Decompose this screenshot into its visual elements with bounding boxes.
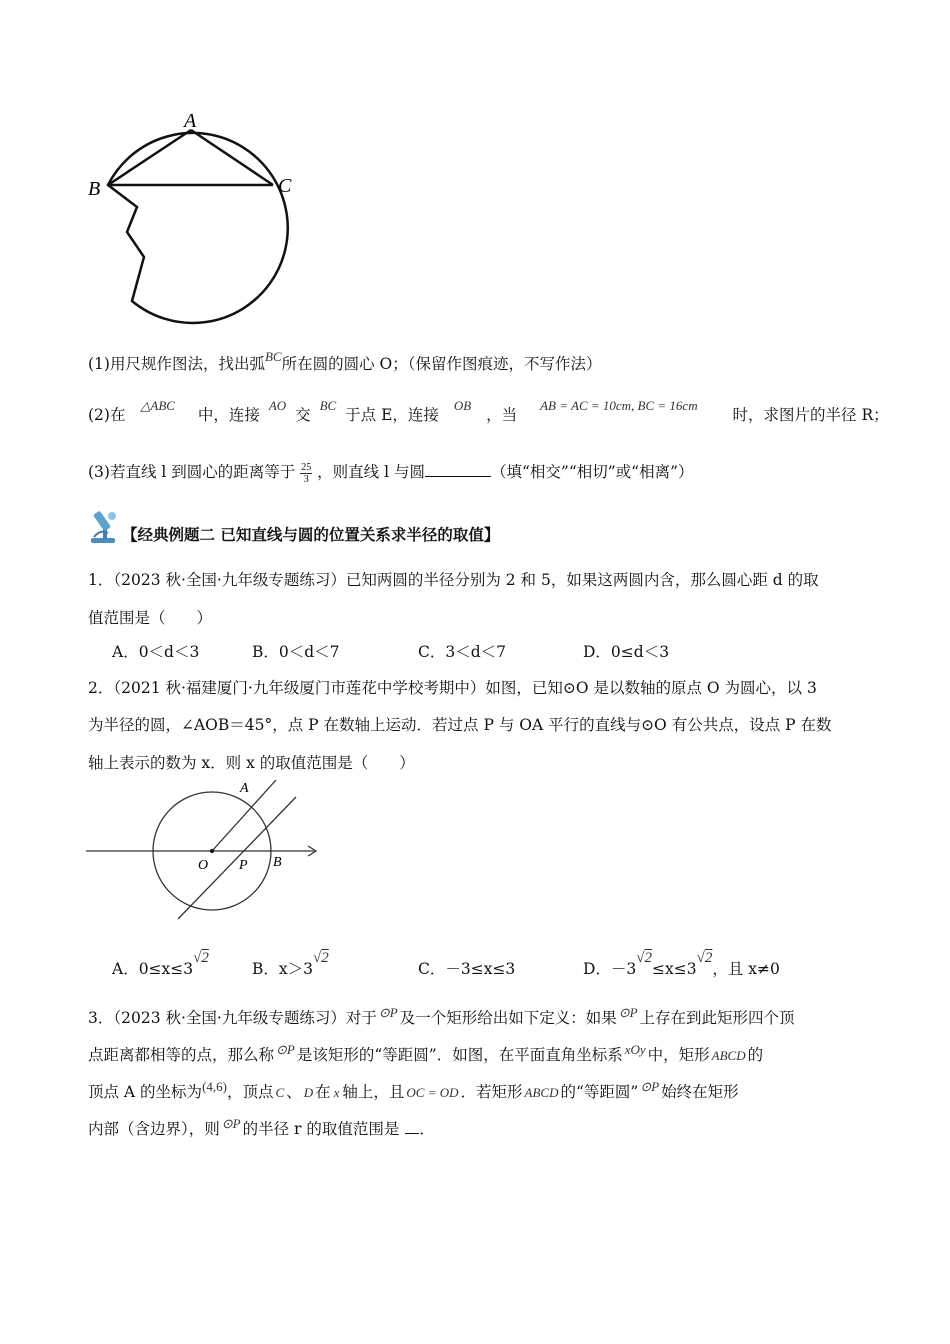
- q3-answer-blank: [405, 1121, 419, 1134]
- q1-option-c: C．3＜d＜7: [418, 643, 507, 661]
- sqrt-2: √2: [193, 950, 209, 966]
- q2-option-d: D．－3√2≤x≤3√2，且 x≠0: [583, 950, 780, 978]
- q1-line-2: 值范围是（ ）: [88, 609, 213, 627]
- label-a: A: [184, 110, 197, 132]
- q1-option-b: B．0＜d＜7: [252, 643, 340, 661]
- microscope-icon: [86, 507, 124, 545]
- arc-bc: BC: [264, 349, 282, 364]
- q2-option-b: B．x＞3√2: [252, 950, 329, 978]
- q2-option-a: A．0≤x≤3√2: [112, 950, 209, 978]
- section-header: 【经典例题二 已知直线与圆的位置关系求半径的取值】: [122, 526, 500, 544]
- q3-line-3: 顶点 A 的坐标为$^{(4,6)}$，顶点 C 、 D 在 x 轴上，且 OC = OD ．若矩形 ABCD 的“等距圆” $^{⊙P}$ 始终在矩形: [88, 1079, 739, 1101]
- q2-line-3: 轴上表示的数为 x．则 x 的取值范围是（ ）: [88, 754, 415, 772]
- label-c: C: [278, 175, 292, 197]
- origin-dot: [210, 849, 214, 853]
- segment-ab: [108, 130, 191, 185]
- q3-line-1: 3．（2023 秋·全国·九年级专题练习）对于 $^{⊙P}$ 及一个矩形给出如下定义：如果 $^{⊙P}$ 上存在到此矩形四个顶: [88, 1005, 795, 1027]
- part-3: (3)若直线 l 到圆心的距离等于 $\frac{25}{3}$ ，则直线 l 与圆 （填“相交”“相切”或“相离”）: [88, 461, 694, 485]
- q3-line-4: 内部（含边界），则 $^{⊙P}$ 的半径 r 的取值范围是 ．: [88, 1116, 435, 1138]
- part-2: (2)在 $^{\triangle ABC}$ 中，连接 $^{AO}$ 交 $^{BC}$ 于点 E，连接 $^{OB}$ ，当 $^{AB = AC = 10cm, BC = 16cm}$ 时，求图片的半径 R；: [88, 398, 889, 424]
- answer-blank: [425, 462, 491, 477]
- fig2-label-b: B: [273, 855, 282, 870]
- fig2-label-a: A: [240, 781, 249, 796]
- segment-ac: [191, 130, 273, 185]
- q1-option-d: D．0≤d＜3: [583, 643, 670, 661]
- q2-option-c: C．－3≤x≤3: [418, 960, 516, 978]
- q3-line-2: 点距离都相等的点，那么称 $^{⊙P}$ 是该矩形的“等距圆”．如图，在平面直角坐标系 $^{xOy}$ 中，矩形 ABCD 的: [88, 1042, 764, 1064]
- q2-line-1: 2．（2021 秋·福建厦门·九年级厦门市莲花中学校考期中）如图，已知⊙O 是以数轴的原点 O 为圆心，以 3: [88, 679, 817, 697]
- figure-number-line-circle: [86, 775, 326, 925]
- label-b: B: [88, 178, 101, 200]
- torn-circle-outline: [108, 133, 288, 323]
- q2-line-2: 为半径的圆，∠AOB＝45°，点 P 在数轴上运动．若过点 P 与 OA 平行的直线与⊙O 有公共点，设点 P 在数: [88, 716, 832, 734]
- fig2-label-p: P: [239, 858, 248, 873]
- fig2-label-o: O: [198, 858, 209, 873]
- figure-torn-circle: [80, 105, 310, 335]
- fraction-25-3: $\frac{25}{3}$: [301, 461, 312, 485]
- part-1: (1)用尺规作图法，找出弧$^{BC}$所在圆的圆心 O；（保留作图痕迹，不写作法）: [88, 349, 602, 373]
- q1-option-a: A．0＜d＜3: [112, 643, 200, 661]
- q1-line-1: 1．（2023 秋·全国·九年级专题练习）已知两圆的半径分别为 2 和 5，如果这两圆内含，那么圆心距 d 的取: [88, 571, 819, 589]
